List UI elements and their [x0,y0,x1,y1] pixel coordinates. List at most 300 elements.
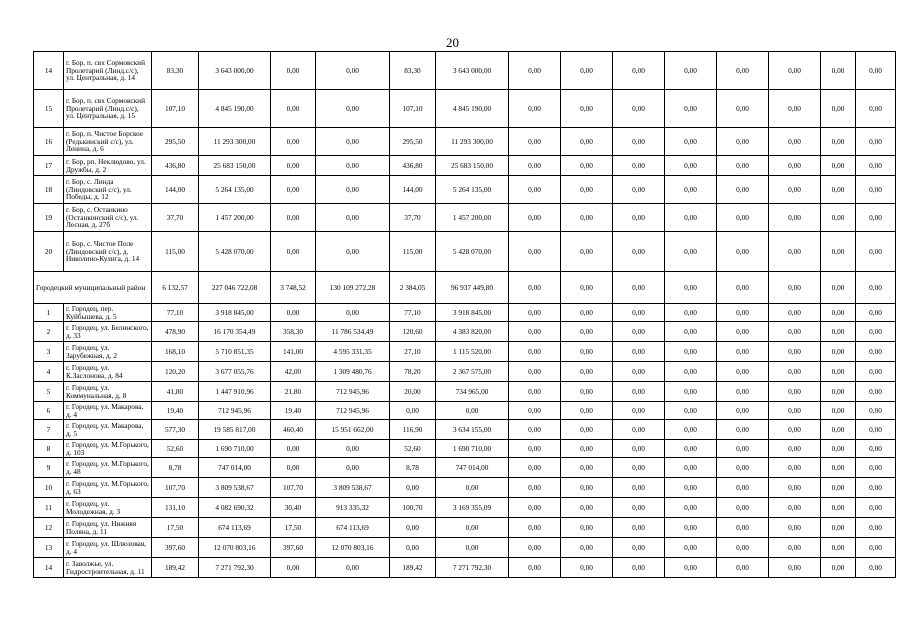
district-value-cell: 0,00 [665,272,717,304]
page-number: 20 [446,35,459,50]
district-value-cell: 0,00 [769,272,821,304]
housing-register-table [33,51,896,578]
value-cell: 0,00 [509,176,561,204]
value-cell: 0,00 [561,232,613,272]
address-cell: г. Бор, п. свх Сормовский Пролетарий (Линд.с/с), ул. Центральная, д. 15 [64,90,152,128]
value-cell: 144,00 [390,176,436,204]
value-cell: 3 677 055,76 [199,362,271,382]
value-cell: 115,00 [152,232,199,272]
table-row [34,342,896,362]
value-cell: 0,00 [613,52,665,90]
address-cell: г. Бор, с. Чистое Поле (Линдовский с/с), д. Николино-Кулига, д. 14 [64,232,152,272]
value-cell: 2 367 575,00 [436,362,509,382]
value-cell: 100,70 [390,498,436,518]
address-cell: г. Бор, с. Останкино (Останкинский с/с), ул. Лесная, д. 27б [64,204,152,232]
value-cell: 0,00 [717,176,769,204]
district-summary-row [34,272,896,304]
value-cell: 0,00 [561,558,613,578]
value-cell: 0,00 [717,538,769,558]
value-cell: 17,50 [152,518,199,538]
address-cell: г. Городец, ул. Макарова, д. 4 [64,402,152,420]
value-cell: 577,30 [152,420,199,440]
value-cell: 0,00 [271,128,316,156]
value-cell: 0,00 [665,538,717,558]
value-cell: 0,00 [436,518,509,538]
value-cell: 0,00 [769,128,821,156]
value-cell: 0,00 [665,90,717,128]
value-cell: 0,00 [717,382,769,402]
address-cell: г. Городец, ул. Шлюзовая, д. 4 [64,538,152,558]
address-cell: г. Бор, п. Чистое Борское (Редькинский с/с), ул. Ленина, д. 6 [64,128,152,156]
value-cell: 5 428 070,00 [199,232,271,272]
value-cell: 0,00 [613,440,665,458]
value-cell: 0,00 [613,362,665,382]
address-cell: г. Городец, ул. Нижняя Поляна, д. 11 [64,518,152,538]
value-cell: 295,50 [390,128,436,156]
value-cell: 0,00 [316,156,390,176]
value-cell: 0,00 [717,362,769,382]
value-cell: 120,20 [152,362,199,382]
address-cell: г. Городец, ул. Макарова, д. 5 [64,420,152,440]
value-cell: 0,00 [665,362,717,382]
value-cell: 8,78 [152,458,199,478]
value-cell: 0,00 [717,128,769,156]
value-cell: 0,00 [665,440,717,458]
value-cell: 41,80 [152,382,199,402]
value-cell: 0,00 [561,458,613,478]
value-cell: 0,00 [561,156,613,176]
value-cell: 1 457 200,00 [436,204,509,232]
value-cell: 1 690 710,00 [199,440,271,458]
value-cell: 0,00 [509,304,561,322]
value-cell: 0,00 [717,440,769,458]
table-row [34,52,896,90]
value-cell: 0,00 [821,342,856,362]
value-cell: 0,00 [856,478,896,498]
value-cell: 0,00 [821,420,856,440]
district-name: Городецкий муниципальный район [34,272,152,304]
value-cell: 0,00 [856,362,896,382]
value-cell: 0,00 [390,538,436,558]
value-cell: 83,30 [390,52,436,90]
value-cell: 0,00 [613,90,665,128]
value-cell: 712 945,96 [316,382,390,402]
value-cell: 25 683 150,00 [199,156,271,176]
value-cell: 0,00 [717,420,769,440]
value-cell: 913 335,32 [316,498,390,518]
value-cell: 0,00 [561,518,613,538]
value-cell: 37,70 [390,204,436,232]
value-cell: 141,00 [271,342,316,362]
district-value-cell: 0,00 [821,272,856,304]
value-cell: 0,00 [509,90,561,128]
value-cell: 0,00 [436,478,509,498]
value-cell: 0,00 [665,232,717,272]
value-cell: 0,00 [769,204,821,232]
value-cell: 0,00 [665,558,717,578]
value-cell: 674 113,69 [316,518,390,538]
value-cell: 0,00 [561,362,613,382]
value-cell: 0,00 [769,402,821,420]
value-cell: 0,00 [271,458,316,478]
address-cell: г. Заволжье, ул. Гидростроительная, д. 11 [64,558,152,578]
value-cell: 0,00 [561,322,613,342]
row-number: 14 [34,52,64,90]
value-cell: 3 643 000,00 [436,52,509,90]
value-cell: 0,00 [821,232,856,272]
value-cell: 0,00 [316,304,390,322]
value-cell: 0,00 [561,176,613,204]
value-cell: 27,10 [390,342,436,362]
value-cell: 0,00 [271,558,316,578]
value-cell: 1 447 910,96 [199,382,271,402]
value-cell: 0,00 [613,518,665,538]
value-cell: 0,00 [271,90,316,128]
value-cell: 478,90 [152,322,199,342]
value-cell: 0,00 [821,176,856,204]
address-cell: г. Городец, ул. М.Горького, д. 48 [64,458,152,478]
value-cell: 0,00 [769,52,821,90]
value-cell: 15 951 662,00 [316,420,390,440]
value-cell: 0,00 [665,342,717,362]
value-cell: 189,42 [390,558,436,578]
row-number: 10 [34,478,64,498]
value-cell: 0,00 [769,538,821,558]
value-cell: 52,60 [152,440,199,458]
value-cell: 0,00 [821,204,856,232]
value-cell: 0,00 [717,304,769,322]
value-cell: 0,00 [856,304,896,322]
address-cell: г. Городец, ул. Белинского, д. 33 [64,322,152,342]
table-row [34,156,896,176]
value-cell: 4 383 820,00 [436,322,509,342]
value-cell: 0,00 [613,458,665,478]
value-cell: 0,00 [821,362,856,382]
row-number: 16 [34,128,64,156]
value-cell: 20,00 [390,382,436,402]
table-row [34,304,896,322]
value-cell: 1 457 200,00 [199,204,271,232]
value-cell: 0,00 [821,498,856,518]
value-cell: 78,20 [390,362,436,382]
row-number: 2 [34,322,64,342]
value-cell: 0,00 [509,402,561,420]
value-cell: 460,40 [271,420,316,440]
value-cell: 397,60 [271,538,316,558]
value-cell: 0,00 [561,128,613,156]
value-cell: 0,00 [821,538,856,558]
table-row [34,538,896,558]
value-cell: 0,00 [613,538,665,558]
value-cell: 0,00 [665,382,717,402]
value-cell: 77,10 [152,304,199,322]
address-cell: г. Городец, ул. М.Горького, д. 63 [64,478,152,498]
value-cell: 0,00 [271,176,316,204]
value-cell: 0,00 [856,128,896,156]
value-cell: 0,00 [769,362,821,382]
value-cell: 4 595 331,35 [316,342,390,362]
row-number: 9 [34,458,64,478]
value-cell: 0,00 [613,204,665,232]
value-cell: 0,00 [316,232,390,272]
value-cell: 0,00 [665,156,717,176]
value-cell: 0,00 [821,458,856,478]
value-cell: 0,00 [665,128,717,156]
value-cell: 12 070 803,16 [316,538,390,558]
row-number: 8 [34,440,64,458]
value-cell: 17,50 [271,518,316,538]
value-cell: 7 271 792,30 [436,558,509,578]
district-value-cell: 2 384,05 [390,272,436,304]
value-cell: 0,00 [821,558,856,578]
value-cell: 0,00 [665,498,717,518]
value-cell: 0,00 [509,518,561,538]
value-cell: 295,50 [152,128,199,156]
value-cell: 0,00 [561,204,613,232]
row-number: 7 [34,420,64,440]
value-cell: 0,00 [613,156,665,176]
value-cell: 116,90 [390,420,436,440]
value-cell: 0,00 [717,518,769,538]
value-cell: 0,00 [561,478,613,498]
value-cell: 0,00 [509,558,561,578]
value-cell: 3 634 155,00 [436,420,509,440]
value-cell: 0,00 [271,204,316,232]
value-cell: 0,00 [613,342,665,362]
row-number: 3 [34,342,64,362]
row-number: 13 [34,538,64,558]
value-cell: 0,00 [613,402,665,420]
value-cell: 3 918 845,00 [199,304,271,322]
value-cell: 11 293 300,00 [199,128,271,156]
value-cell: 0,00 [769,304,821,322]
district-value-cell: 96 937 449,80 [436,272,509,304]
value-cell: 4 845 190,00 [199,90,271,128]
value-cell: 1 690 710,00 [436,440,509,458]
value-cell: 0,00 [821,440,856,458]
district-value-cell: 0,00 [561,272,613,304]
table-row [34,322,896,342]
value-cell: 0,00 [717,204,769,232]
table-row [34,498,896,518]
table-row [34,402,896,420]
value-cell: 0,00 [271,156,316,176]
value-cell: 0,00 [665,52,717,90]
value-cell: 0,00 [821,90,856,128]
value-cell: 0,00 [316,458,390,478]
value-cell: 83,30 [152,52,199,90]
value-cell: 0,00 [769,558,821,578]
value-cell: 0,00 [717,232,769,272]
value-cell: 1 309 480,76 [316,362,390,382]
table-row [34,558,896,578]
address-cell: г. Бор, п. свх Сормовский Пролетарий (Линд.с/с), ул. Центральная, д. 14 [64,52,152,90]
value-cell: 0,00 [717,558,769,578]
value-cell: 3 809 538,67 [199,478,271,498]
value-cell: 0,00 [509,420,561,440]
value-cell: 0,00 [509,128,561,156]
value-cell: 0,00 [717,342,769,362]
value-cell: 0,00 [509,382,561,402]
value-cell: 0,00 [665,458,717,478]
table-row [34,440,896,458]
value-cell: 11 786 534,49 [316,322,390,342]
value-cell: 0,00 [856,558,896,578]
row-number: 20 [34,232,64,272]
address-cell: г. Городец, ул. Молодежная, д. 3 [64,498,152,518]
value-cell: 0,00 [316,558,390,578]
value-cell: 0,00 [856,402,896,420]
value-cell: 747 014,00 [436,458,509,478]
value-cell: 25 683 150,00 [436,156,509,176]
value-cell: 0,00 [821,322,856,342]
table-row [34,518,896,538]
value-cell: 0,00 [665,478,717,498]
value-cell: 0,00 [856,204,896,232]
value-cell: 0,00 [769,156,821,176]
value-cell: 747 014,00 [199,458,271,478]
value-cell: 0,00 [769,420,821,440]
value-cell: 0,00 [665,402,717,420]
value-cell: 0,00 [316,52,390,90]
value-cell: 0,00 [509,478,561,498]
value-cell: 42,00 [271,362,316,382]
value-cell: 0,00 [509,156,561,176]
value-cell: 0,00 [856,382,896,402]
value-cell: 0,00 [769,440,821,458]
value-cell: 5 264 135,00 [199,176,271,204]
value-cell: 21,80 [271,382,316,402]
value-cell: 0,00 [509,322,561,342]
value-cell: 3 918 845,00 [436,304,509,322]
value-cell: 0,00 [509,342,561,362]
value-cell: 0,00 [665,176,717,204]
value-cell: 0,00 [856,322,896,342]
value-cell: 0,00 [821,128,856,156]
row-number: 12 [34,518,64,538]
value-cell: 0,00 [613,420,665,440]
value-cell: 0,00 [717,478,769,498]
value-cell: 0,00 [509,232,561,272]
value-cell: 0,00 [561,382,613,402]
value-cell: 4 082 690,32 [199,498,271,518]
value-cell: 0,00 [271,232,316,272]
value-cell: 0,00 [769,232,821,272]
value-cell: 0,00 [613,382,665,402]
address-cell: г. Городец, ул. Зарубежная, д. 2 [64,342,152,362]
value-cell: 4 845 190,00 [436,90,509,128]
value-cell: 19,40 [271,402,316,420]
value-cell: 0,00 [509,52,561,90]
value-cell: 0,00 [856,90,896,128]
value-cell: 0,00 [665,420,717,440]
value-cell: 0,00 [717,498,769,518]
table-row [34,458,896,478]
row-number: 14 [34,558,64,578]
value-cell: 0,00 [769,342,821,362]
district-value-cell: 0,00 [613,272,665,304]
row-number: 19 [34,204,64,232]
value-cell: 0,00 [665,518,717,538]
table-row [34,128,896,156]
value-cell: 0,00 [509,498,561,518]
address-cell: г. Городец, ул. Коммунальная, д. 8 [64,382,152,402]
value-cell: 37,70 [152,204,199,232]
table-row [34,232,896,272]
value-cell: 397,60 [152,538,199,558]
value-cell: 0,00 [769,382,821,402]
value-cell: 0,00 [856,498,896,518]
value-cell: 8,78 [390,458,436,478]
value-cell: 0,00 [821,402,856,420]
address-cell: г. Городец, пер. Куйбышева, д. 5 [64,304,152,322]
value-cell: 0,00 [561,402,613,420]
value-cell: 712 945,96 [199,402,271,420]
value-cell: 0,00 [769,176,821,204]
value-cell: 0,00 [856,156,896,176]
value-cell: 0,00 [613,128,665,156]
value-cell: 0,00 [509,362,561,382]
address-cell: г. Бор, с. Линда (Линдовский с/с), ул. Победы, д. 12 [64,176,152,204]
value-cell: 0,00 [561,498,613,518]
value-cell: 0,00 [665,322,717,342]
value-cell: 107,10 [152,90,199,128]
value-cell: 0,00 [613,498,665,518]
table-row [34,420,896,440]
value-cell: 19 585 817,00 [199,420,271,440]
row-number: 11 [34,498,64,518]
value-cell: 12 070 803,16 [199,538,271,558]
value-cell: 0,00 [717,90,769,128]
value-cell: 107,10 [390,90,436,128]
table-row [34,204,896,232]
value-cell: 0,00 [613,176,665,204]
table-row [34,90,896,128]
district-value-cell: 3 748,52 [271,272,316,304]
address-cell: г. Бор, рп. Неклюдово, ул. Дружбы, д. 2 [64,156,152,176]
table-row [34,478,896,498]
value-cell: 19,40 [152,402,199,420]
value-cell: 0,00 [390,478,436,498]
value-cell: 0,00 [717,402,769,420]
value-cell: 0,00 [561,420,613,440]
row-number: 15 [34,90,64,128]
value-cell: 0,00 [856,538,896,558]
value-cell: 3 809 538,67 [316,478,390,498]
value-cell: 0,00 [390,402,436,420]
value-cell: 168,10 [152,342,199,362]
value-cell: 0,00 [821,478,856,498]
value-cell: 0,00 [316,176,390,204]
value-cell: 0,00 [436,538,509,558]
value-cell: 0,00 [509,204,561,232]
value-cell: 0,00 [856,458,896,478]
value-cell: 0,00 [856,52,896,90]
address-cell: г. Городец, ул. К.Заслонова, д. 84 [64,362,152,382]
value-cell: 0,00 [316,128,390,156]
value-cell: 0,00 [561,440,613,458]
value-cell: 0,00 [561,52,613,90]
value-cell: 11 293 300,00 [436,128,509,156]
value-cell: 1 115 520,00 [436,342,509,362]
value-cell: 0,00 [856,176,896,204]
value-cell: 115,00 [390,232,436,272]
value-cell: 0,00 [856,420,896,440]
value-cell: 0,00 [316,440,390,458]
value-cell: 0,00 [316,90,390,128]
value-cell: 0,00 [856,518,896,538]
value-cell: 0,00 [561,538,613,558]
